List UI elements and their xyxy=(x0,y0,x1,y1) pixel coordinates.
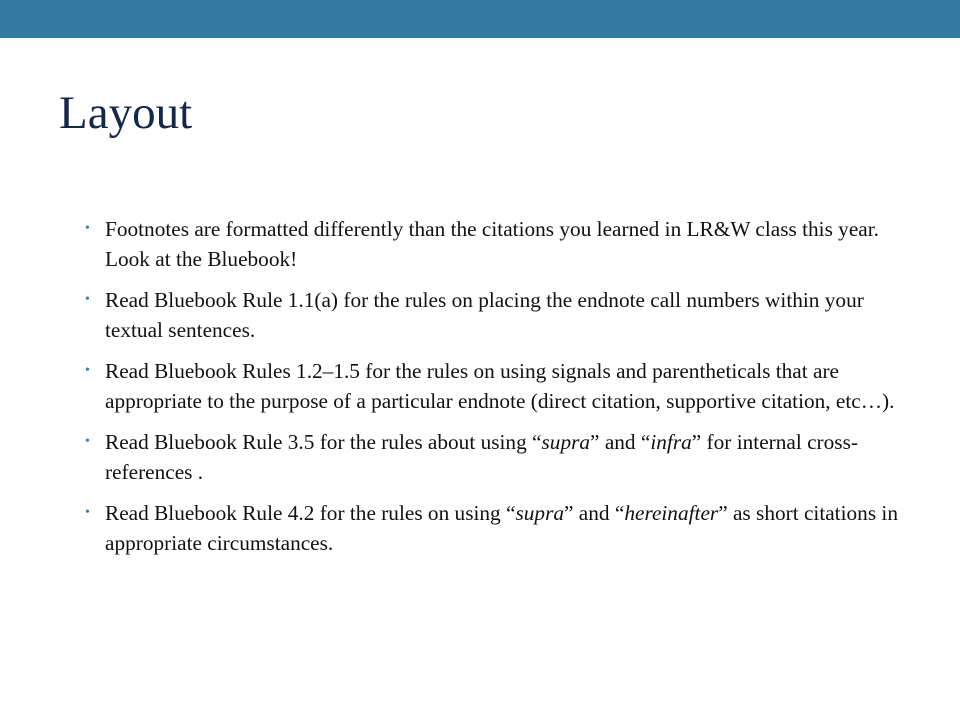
top-accent-bar xyxy=(0,0,960,38)
bullet-item-4 xyxy=(85,427,915,487)
bullet-text: Footnotes are formatted differently than the citations you learned in LR&W class this year. Look at the Bluebook! xyxy=(105,217,879,271)
bullet-dot-icon: • xyxy=(85,434,90,449)
bullet-dot-icon: • xyxy=(85,221,90,236)
bullet-dot-icon: • xyxy=(85,292,90,307)
bullet-item-1 xyxy=(85,214,915,274)
bullet-item-5 xyxy=(85,498,915,558)
bullet-item-3 xyxy=(85,356,915,416)
bullet-dot-icon: • xyxy=(85,363,90,378)
bullet-item-2 xyxy=(85,285,915,345)
bullet-text: Read Bluebook Rule 1.1(a) for the rules on placing the endnote call numbers within your textual sentences. xyxy=(105,288,864,342)
bullet-text: Read Bluebook Rule 4.2 for the rules on using “supra” and “hereinafter” as short citations in appropriate circumstances. xyxy=(105,501,898,555)
bullet-text: Read Bluebook Rules 1.2–1.5 for the rules on using signals and parentheticals that are appropriate to the purpose of a particular endnote (direct citation, supportive citation, etc…). xyxy=(105,359,895,413)
slide-title: Layout xyxy=(59,87,193,139)
bullet-text: Read Bluebook Rule 3.5 for the rules about using “supra” and “infra” for internal cross-references . xyxy=(105,430,858,484)
bullet-dot-icon: • xyxy=(85,505,90,520)
bullet-list xyxy=(85,214,915,569)
